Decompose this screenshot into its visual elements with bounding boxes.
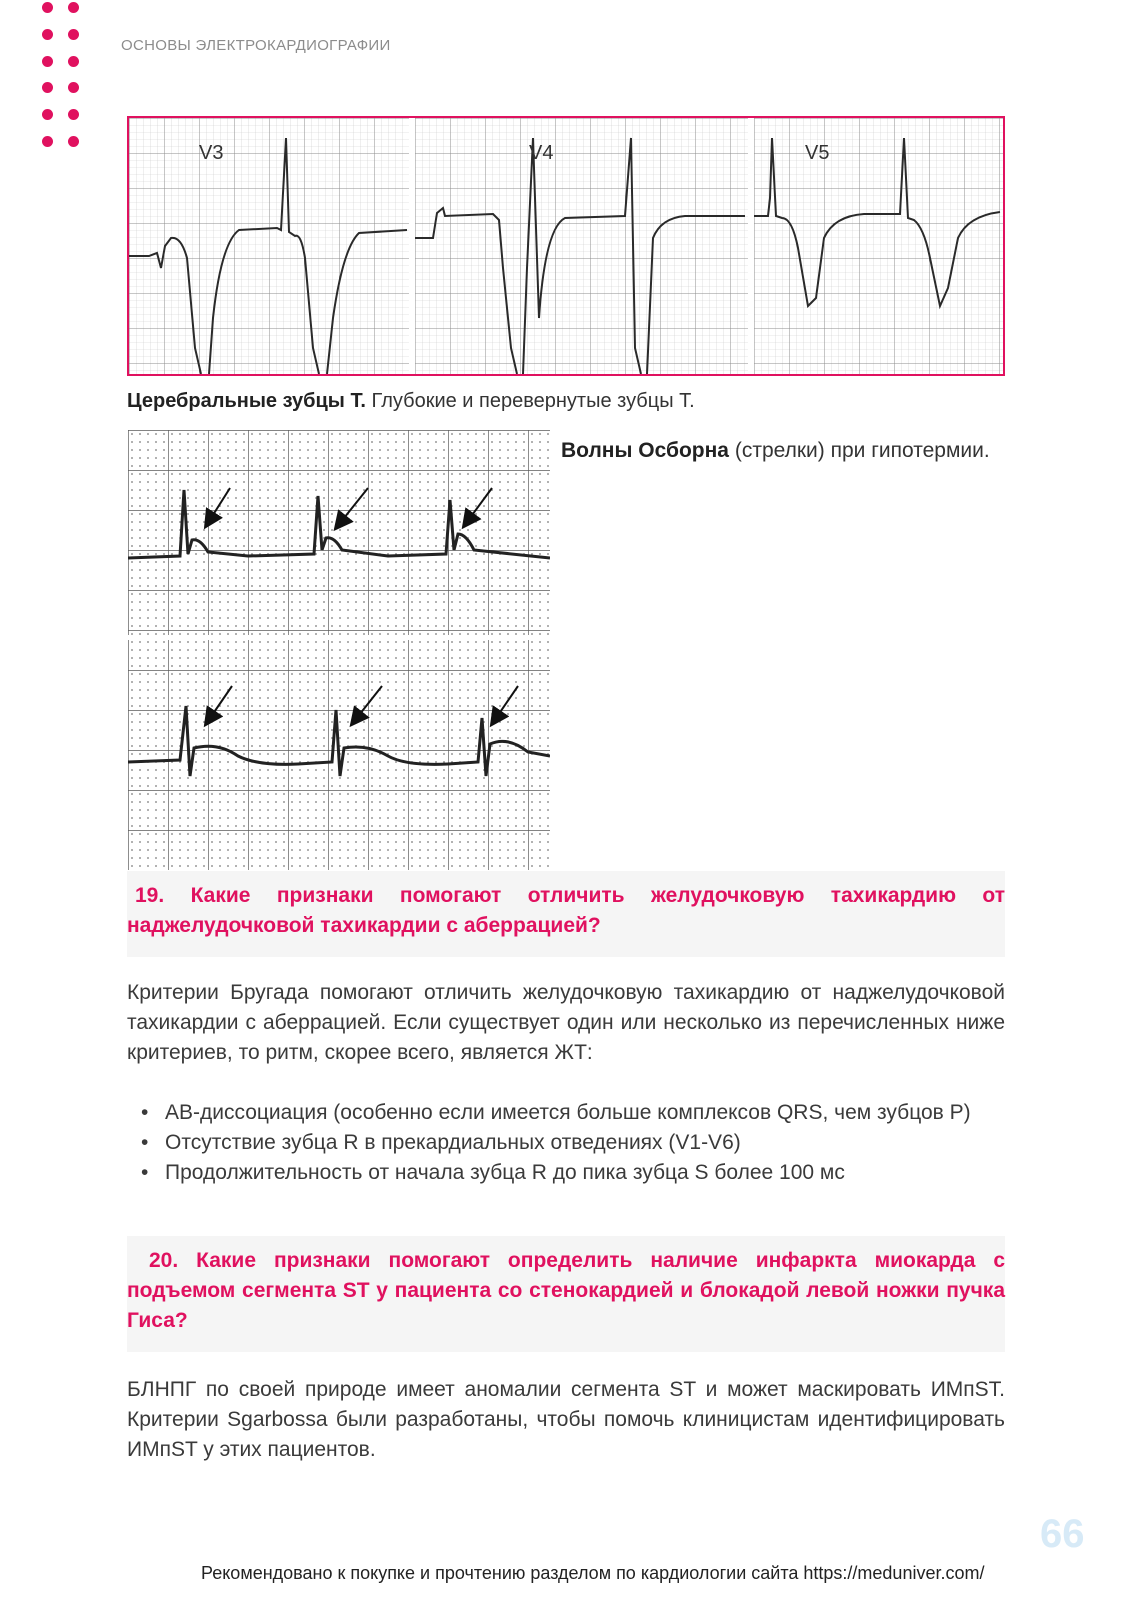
figure-caption bbox=[127, 390, 695, 413]
decor-dot bbox=[42, 2, 53, 13]
decor-dot bbox=[68, 82, 79, 93]
list-item-text: АВ-диссоциация (особенно если имеется больше комплексов QRS, чем зубцов Р) bbox=[165, 1101, 971, 1124]
ecg-lead-label: V4 bbox=[529, 142, 554, 164]
answer-20-paragraph: БЛНПГ по своей природе имеет аномалии сегмента ST и может маскировать ИМпST. Критерии Sgarbossa были разработаны, чтобы помочь клиницистам идентифицировать ИМпST у этих пациентов. bbox=[127, 1378, 1005, 1461]
bullet-icon: • bbox=[141, 1101, 149, 1124]
caption-title: Церебральные зубцы Т. bbox=[127, 390, 366, 412]
decor-dot bbox=[68, 56, 79, 67]
ecg-panel-v3 bbox=[129, 118, 409, 374]
ecg-figure-cerebral-t-waves bbox=[127, 116, 1005, 376]
page-number: 66 bbox=[1040, 1512, 1085, 1556]
osborn-caption bbox=[561, 436, 1002, 466]
list-item-text: Продолжительность от начала зубца R до пика зубца S более 100 мс bbox=[165, 1161, 845, 1184]
decor-dot bbox=[42, 29, 53, 40]
ecg-panel-v4 bbox=[415, 118, 748, 374]
ecg-lead-label: V3 bbox=[199, 142, 224, 164]
decor-dot bbox=[42, 56, 53, 67]
bullet-icon: • bbox=[141, 1161, 149, 1184]
decor-dot bbox=[42, 82, 53, 93]
criteria-list bbox=[137, 1098, 1005, 1188]
decor-dot bbox=[68, 2, 79, 13]
question-box-19 bbox=[127, 871, 1005, 957]
decor-dot bbox=[68, 109, 79, 120]
ecg-figure-osborn-waves bbox=[128, 430, 550, 870]
decor-dot bbox=[68, 136, 79, 147]
decor-dot bbox=[42, 136, 53, 147]
answer-19-paragraph: Критерии Бругада помогают отличить желудочковую тахикардию от наджелудочковой тахикардии с аберрацией. Если существует один или несколько из перечисленных ниже критериев, то ритм, скорее всего, является ЖТ: bbox=[127, 981, 1005, 1064]
decor-dot bbox=[42, 109, 53, 120]
caption-text: Глубокие и перевернутые зубцы Т. bbox=[365, 390, 695, 412]
question-box-20 bbox=[127, 1236, 1005, 1352]
osborn-text: (стрелки) при гипотермии. bbox=[729, 439, 990, 462]
running-head: ОСНОВЫ ЭЛЕКТРОКАРДИОГРАФИИ bbox=[121, 37, 391, 54]
question-19: 19. Какие признаки помогают отличить желудочковую тахикардию от наджелудочковой тахикардии с аберрацией? bbox=[127, 884, 1005, 937]
list-item bbox=[137, 1098, 1005, 1128]
ecg-panel-v5 bbox=[754, 118, 1003, 374]
decor-dot bbox=[68, 29, 79, 40]
footer-recommendation: Рекомендовано к покупке и прочтению разделом по кардиологии сайта https://meduniver.com/ bbox=[201, 1563, 985, 1583]
list-item bbox=[137, 1158, 1005, 1188]
osborn-title: Волны Осборна bbox=[561, 439, 729, 462]
bullet-icon: • bbox=[141, 1131, 149, 1154]
ecg-lead-label: V5 bbox=[805, 142, 830, 164]
list-item bbox=[137, 1128, 1005, 1158]
list-item-text: Отсутствие зубца R в прекардиальных отведениях (V1-V6) bbox=[165, 1131, 741, 1154]
question-20: 20. Какие признаки помогают определить наличие инфаркта миокарда с подъемом сегмента ST у пациента со стенокардией и блокадой левой ножки пучка Гиса? bbox=[127, 1249, 1005, 1332]
